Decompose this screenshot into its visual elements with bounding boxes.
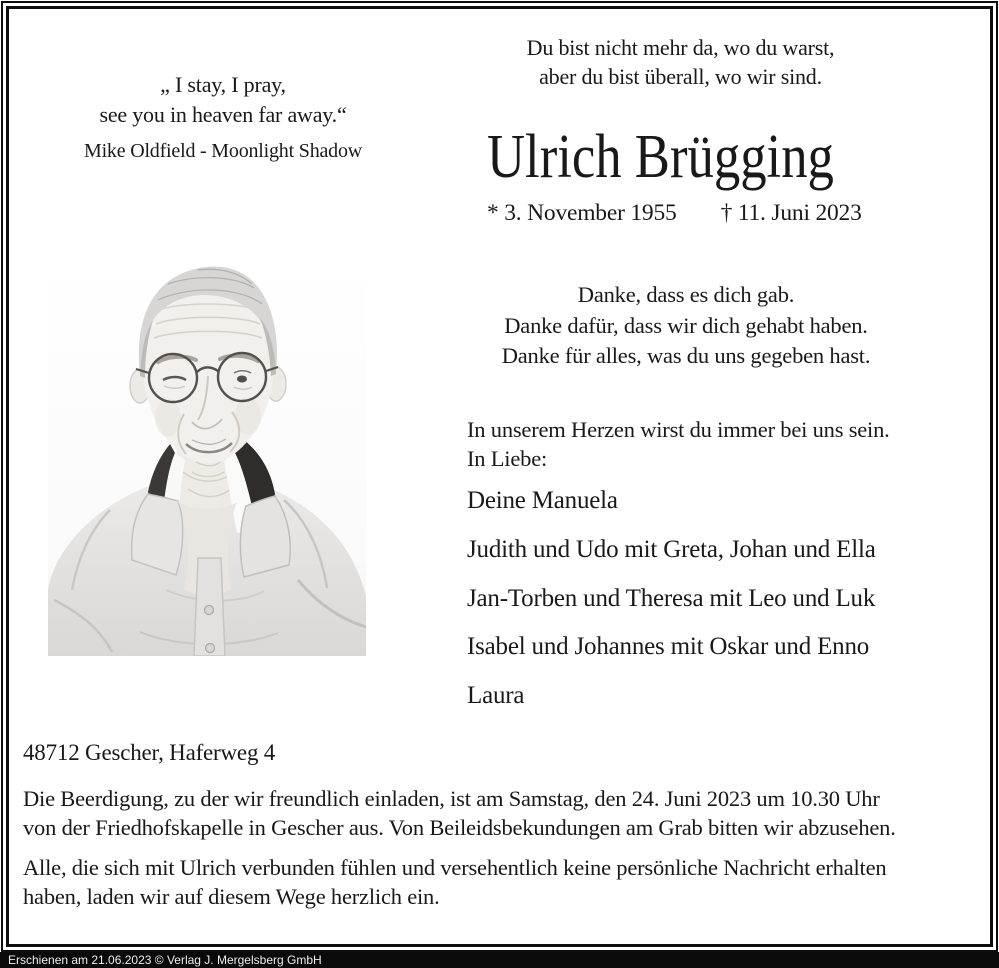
mourner-row: Jan-Torben und Theresa mit Leo und Luk	[467, 584, 876, 612]
funeral-paragraph-line: von der Friedhofskapelle in Gescher aus. Von Beileidsbekundungen am Grab bitten wir abzusehen.	[23, 814, 896, 840]
address-line: 48712 Gescher, Haferweg 4	[23, 740, 276, 765]
mourner-row: Isabel und Johannes mit Oskar und Enno	[467, 633, 870, 661]
memory-block	[467, 416, 890, 473]
life-dates	[487, 200, 862, 227]
mourner-row: Laura	[467, 682, 525, 710]
thanks-line: Danke, dass es dich gab.	[577, 282, 795, 307]
death-date: † 11. Juni 2023	[720, 200, 862, 226]
funeral-paragraph-line: Die Beerdigung, zu der wir freundlich einladen, ist am Samstag, den 24. Juni 2023 um 10.30 Uhr	[23, 786, 880, 811]
invitation-paragraph	[23, 854, 983, 911]
mourner-row: Judith und Udo mit Greta, Johan und Ella	[467, 535, 876, 563]
publication-footer: Erschienen am 21.06.2023 © Verlag J. Mergelsberg GmbH	[0, 952, 999, 968]
song-quote	[38, 70, 408, 130]
thanks-line: Danke für alles, was du uns gegeben hast.	[501, 343, 871, 368]
farewell-quote	[458, 33, 903, 91]
thanks-line: Danke dafür, dass wir dich gehabt haben.	[504, 312, 868, 338]
birth-date: * 3. November 1955	[487, 200, 677, 226]
farewell-quote-line1: Du bist nicht mehr da, wo du warst,	[526, 35, 835, 60]
portrait-illustration	[48, 258, 366, 656]
invitation-paragraph-line: haben, laden wir auf diesem Wege herzlich ein.	[23, 883, 440, 909]
song-quote-line2: see you in heaven far away.“	[99, 102, 347, 127]
song-attribution: Mike Oldfield - Moonlight Shadow	[83, 140, 363, 162]
portrait-photo	[48, 258, 366, 656]
song-quote-line1: „ I stay, I pray,	[160, 72, 286, 97]
deceased-name: Ulrich Brügging	[487, 123, 834, 191]
thanks-block	[460, 280, 912, 372]
mourners-list	[467, 477, 876, 721]
memory-line: In unserem Herzen wirst du immer bei uns sein.	[467, 417, 890, 442]
farewell-quote-line2: aber du bist überall, wo wir sind.	[539, 64, 822, 89]
funeral-paragraph	[23, 785, 983, 842]
invitation-paragraph-line: Alle, die sich mit Ulrich verbunden fühlen und versehentlich keine persönliche Nachricht erhalten	[23, 855, 887, 880]
mourner-row: Deine Manuela	[467, 487, 618, 514]
in-love-label: In Liebe:	[467, 445, 548, 471]
